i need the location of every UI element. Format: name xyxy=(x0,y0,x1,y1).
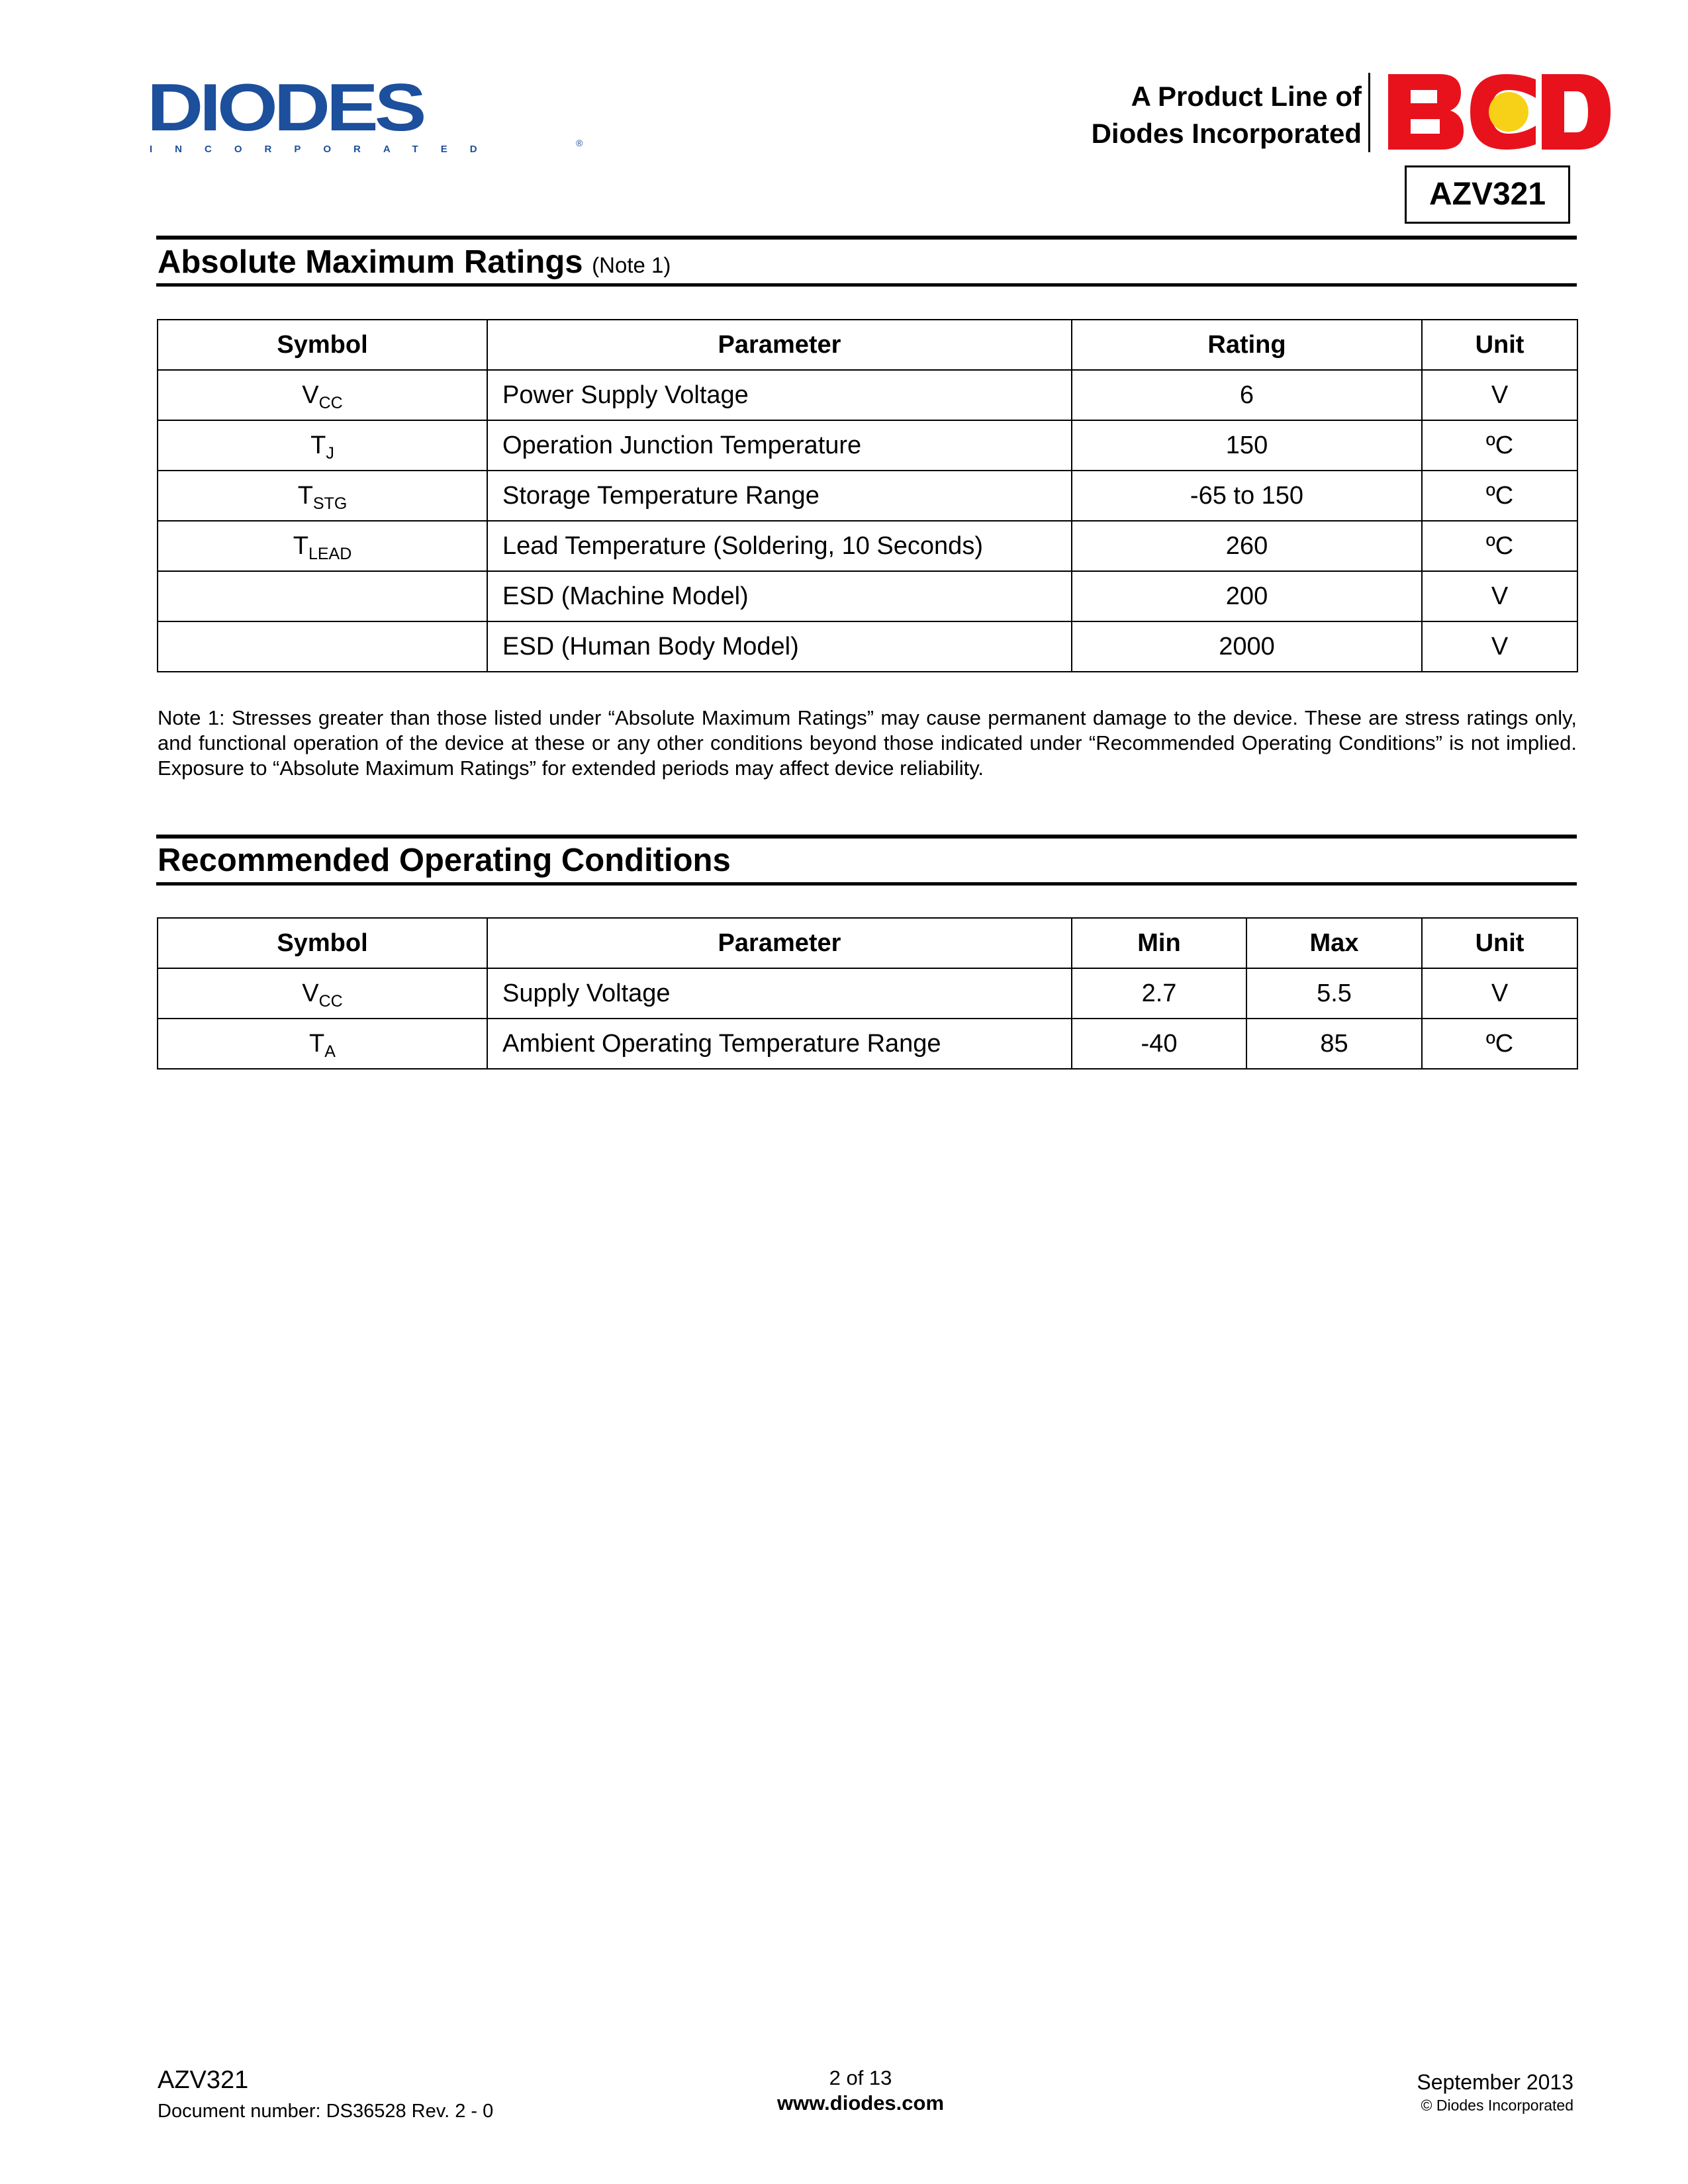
parameter-cell: Storage Temperature Range xyxy=(487,471,1072,521)
abs-max-note: Note 1: Stresses greater than those listed under “Absolute Maximum Ratings” may cause permanent damage to the device. These are stress ratings only, and functional operation of the device at these or any other conditions beyond those indicated under “Recommended Operating Conditions” is not implied. Exposure to “Absolute Maximum Ratings” for extended periods may affect device reliability. xyxy=(158,706,1577,780)
symbol-cell: $T_J$ xyxy=(158,420,487,471)
table-row xyxy=(158,471,1577,521)
parameter-cell: ESD (Human Body Model) xyxy=(487,621,1072,672)
symbol-cell: $V_{CC}$ xyxy=(158,370,487,420)
rec-op-title: Recommended Operating Conditions xyxy=(158,842,731,878)
parameter-cell: Power Supply Voltage xyxy=(487,370,1072,420)
diodes-logo-word: DIODES xyxy=(147,69,423,146)
col-header-rating: Rating xyxy=(1072,320,1422,370)
section-rule-bottom xyxy=(156,283,1577,287)
rating-cell: 6 xyxy=(1072,370,1422,420)
rec-op-table xyxy=(157,917,1578,1069)
symbol-cell: $T_{STG}$ xyxy=(158,471,487,521)
unit-cell: ºC xyxy=(1422,420,1577,471)
min-cell: 2.7 xyxy=(1072,968,1246,1019)
col-header-parameter: Parameter xyxy=(487,918,1072,968)
symbol-cell xyxy=(158,571,487,621)
rating-cell: 200 xyxy=(1072,571,1422,621)
max-cell: 5.5 xyxy=(1246,968,1422,1019)
header-divider xyxy=(1368,73,1370,152)
table-header-row xyxy=(158,918,1577,968)
col-header-symbol: Symbol xyxy=(158,320,487,370)
bcd-logo-b xyxy=(1388,74,1464,150)
unit-cell: V xyxy=(1422,370,1577,420)
footer-page-number: 2 of 13 xyxy=(829,2066,892,2089)
rating-cell: -65 to 150 xyxy=(1072,471,1422,521)
max-cell: 85 xyxy=(1246,1019,1422,1069)
product-line-1: A Product Line of xyxy=(1131,81,1362,112)
section-rule-top xyxy=(156,835,1577,839)
col-header-unit: Unit xyxy=(1422,320,1577,370)
parameter-cell: Ambient Operating Temperature Range xyxy=(487,1019,1072,1069)
footer-part-number: AZV321 xyxy=(158,2066,249,2094)
registered-mark-icon: ® xyxy=(576,138,583,148)
col-header-max: Max xyxy=(1246,918,1422,968)
bcd-logo-d xyxy=(1542,74,1611,150)
col-header-unit: Unit xyxy=(1422,918,1577,968)
table-header-row xyxy=(158,320,1577,370)
table-row xyxy=(158,521,1577,571)
symbol-cell xyxy=(158,621,487,672)
diodes-logo xyxy=(147,69,583,160)
table-row xyxy=(158,621,1577,672)
table-row xyxy=(158,370,1577,420)
footer-copyright: © Diodes Incorporated xyxy=(1421,2097,1573,2114)
col-header-symbol: Symbol xyxy=(158,918,487,968)
parameter-cell: ESD (Machine Model) xyxy=(487,571,1072,621)
product-line-2: Diodes Incorporated xyxy=(1091,118,1362,149)
parameter-cell: Lead Temperature (Soldering, 10 Seconds) xyxy=(487,521,1072,571)
rating-cell: 150 xyxy=(1072,420,1422,471)
symbol-cell: $V_{CC}$ xyxy=(158,968,487,1019)
section-rule-top xyxy=(156,236,1577,240)
product-line-text xyxy=(1092,78,1362,152)
symbol-cell: $T_A$ xyxy=(158,1019,487,1069)
section-rule-bottom xyxy=(156,882,1577,886)
abs-max-title-text: Absolute Maximum Ratings xyxy=(158,244,583,280)
unit-cell: ºC xyxy=(1422,1019,1577,1069)
footer-date: September 2013 xyxy=(1417,2070,1573,2094)
col-header-min: Min xyxy=(1072,918,1246,968)
unit-cell: V xyxy=(1422,571,1577,621)
parameter-cell: Supply Voltage xyxy=(487,968,1072,1019)
bcd-logo xyxy=(1387,73,1612,151)
footer-website-link[interactable]: www.diodes.com xyxy=(776,2091,945,2115)
col-header-parameter: Parameter xyxy=(487,320,1072,370)
unit-cell: ºC xyxy=(1422,521,1577,571)
symbol-cell: $T_{LEAD}$ xyxy=(158,521,487,571)
min-cell: -40 xyxy=(1072,1019,1246,1069)
abs-max-note-ref: (Note 1) xyxy=(592,253,671,277)
bcd-logo-c xyxy=(1470,74,1536,150)
unit-cell: V xyxy=(1422,968,1577,1019)
part-number-box: AZV321 xyxy=(1405,165,1570,224)
footer-doc-number: Document number: DS36528 Rev. 2 - 0 xyxy=(158,2101,494,2122)
table-row xyxy=(158,420,1577,471)
table-row xyxy=(158,1019,1577,1069)
diodes-logo-subtext: INCORPORATED xyxy=(150,144,500,155)
abs-max-title xyxy=(158,242,671,285)
table-row xyxy=(158,571,1577,621)
table-row xyxy=(158,968,1577,1019)
unit-cell: ºC xyxy=(1422,471,1577,521)
unit-cell: V xyxy=(1422,621,1577,672)
rating-cell: 2000 xyxy=(1072,621,1422,672)
abs-max-table xyxy=(157,319,1578,672)
rating-cell: 260 xyxy=(1072,521,1422,571)
parameter-cell: Operation Junction Temperature xyxy=(487,420,1072,471)
